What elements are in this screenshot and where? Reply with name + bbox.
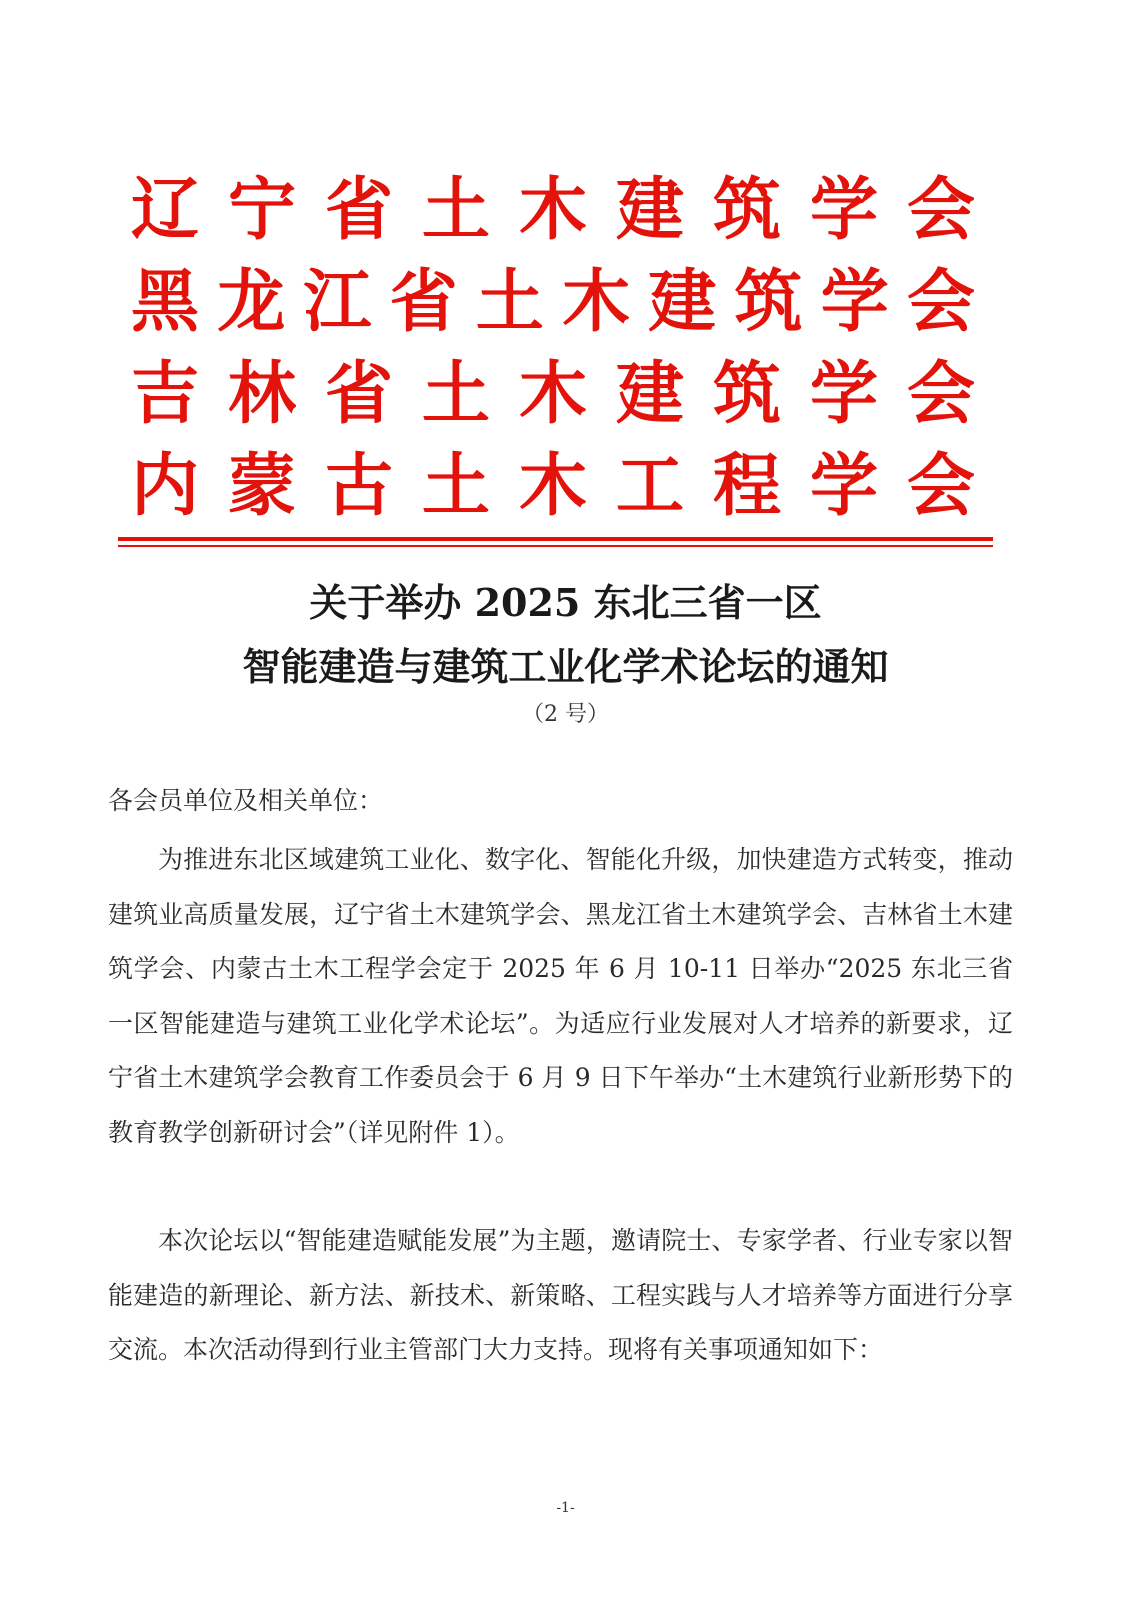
document-number: （2 号） xyxy=(522,702,609,727)
letterhead-rule-thick xyxy=(118,537,993,541)
letterhead-character: 省 xyxy=(324,355,393,434)
letterhead-character: 建 xyxy=(615,355,684,434)
letterhead-character: 林 xyxy=(227,355,296,434)
letterhead-character: 学 xyxy=(809,171,878,250)
org-jilin xyxy=(128,349,978,441)
letterhead-character: 龙 xyxy=(217,263,286,342)
letterhead-character: 会 xyxy=(906,447,975,526)
letterhead-character: 宁 xyxy=(227,171,296,250)
letterhead-character: 吉 xyxy=(130,355,199,434)
letterhead-character: 会 xyxy=(906,171,975,250)
letterhead-character: 内 xyxy=(130,447,199,526)
letterhead-character: 辽 xyxy=(130,171,199,250)
letterhead-character: 江 xyxy=(303,263,372,342)
salutation: 各会员单位及相关单位： xyxy=(108,786,384,815)
letterhead-character: 学 xyxy=(820,263,889,342)
letterhead-character: 土 xyxy=(421,355,490,434)
body-paragraph-2: 本次论坛以“智能建造赋能发展”为主题，邀请院士、专家学者、行业专家以智能建造的新理论、新方法、新技术、新策略、工程实践与人才培养等方面进行分享交流。本次活动得到行业主管部门大力支持。现将有关事项通知如下： xyxy=(108,1226,1013,1364)
letterhead-character: 会 xyxy=(906,355,975,434)
letterhead-character: 黑 xyxy=(130,263,199,342)
letterhead-character: 古 xyxy=(324,447,393,526)
letterhead-character: 建 xyxy=(648,263,717,342)
notice-title-line2: 智能建造与建筑工业化学术论坛的通知 xyxy=(242,644,889,689)
letterhead-character: 蒙 xyxy=(227,447,296,526)
letterhead-character: 建 xyxy=(615,171,684,250)
body-paragraph-1: 为推进东北区域建筑工业化、数字化、智能化升级，加快建造方式转变，推动建筑业高质量发展，辽宁省土木建筑学会、黑龙江省土木建筑学会、吉林省土木建筑学会、内蒙古土木工程学会定于 2025 年 6 月 10-11 日举办“2025 东北三省一区智能建造与建筑工业化学术论坛”。为适应行业发展对人才培养的新要求，辽宁省土木建筑学会教育工作委员会于 6 月 9 日下午举办“土木建筑行业新形势下的教育教学创新研讨会”（详见附件 1）。 xyxy=(108,845,1013,1147)
letterhead-character: 木 xyxy=(562,263,631,342)
letterhead-character: 土 xyxy=(421,171,490,250)
letterhead-character: 木 xyxy=(518,171,587,250)
letterhead-character: 筑 xyxy=(734,263,803,342)
letterhead-character: 木 xyxy=(518,355,587,434)
letterhead-character: 程 xyxy=(712,447,781,526)
letterhead-rule-thin xyxy=(118,545,993,547)
letterhead-character: 土 xyxy=(421,447,490,526)
org-heilongjiang xyxy=(128,257,978,349)
letterhead-character: 省 xyxy=(389,263,458,342)
letterhead-character: 木 xyxy=(518,447,587,526)
letterhead-character: 学 xyxy=(809,355,878,434)
letterhead-character: 土 xyxy=(475,263,544,342)
letterhead-character: 工 xyxy=(615,447,684,526)
letterhead xyxy=(128,165,978,533)
letterhead-character: 筑 xyxy=(712,355,781,434)
org-liaoning xyxy=(128,165,978,257)
org-inner-mongolia xyxy=(128,441,978,533)
letterhead-character: 学 xyxy=(809,447,878,526)
letterhead-character: 省 xyxy=(324,171,393,250)
letterhead-character: 会 xyxy=(906,263,975,342)
page-number: -1- xyxy=(556,1500,575,1516)
notice-title-line1: 关于举办 2025 东北三省一区 xyxy=(309,580,822,625)
letterhead-character: 筑 xyxy=(712,171,781,250)
